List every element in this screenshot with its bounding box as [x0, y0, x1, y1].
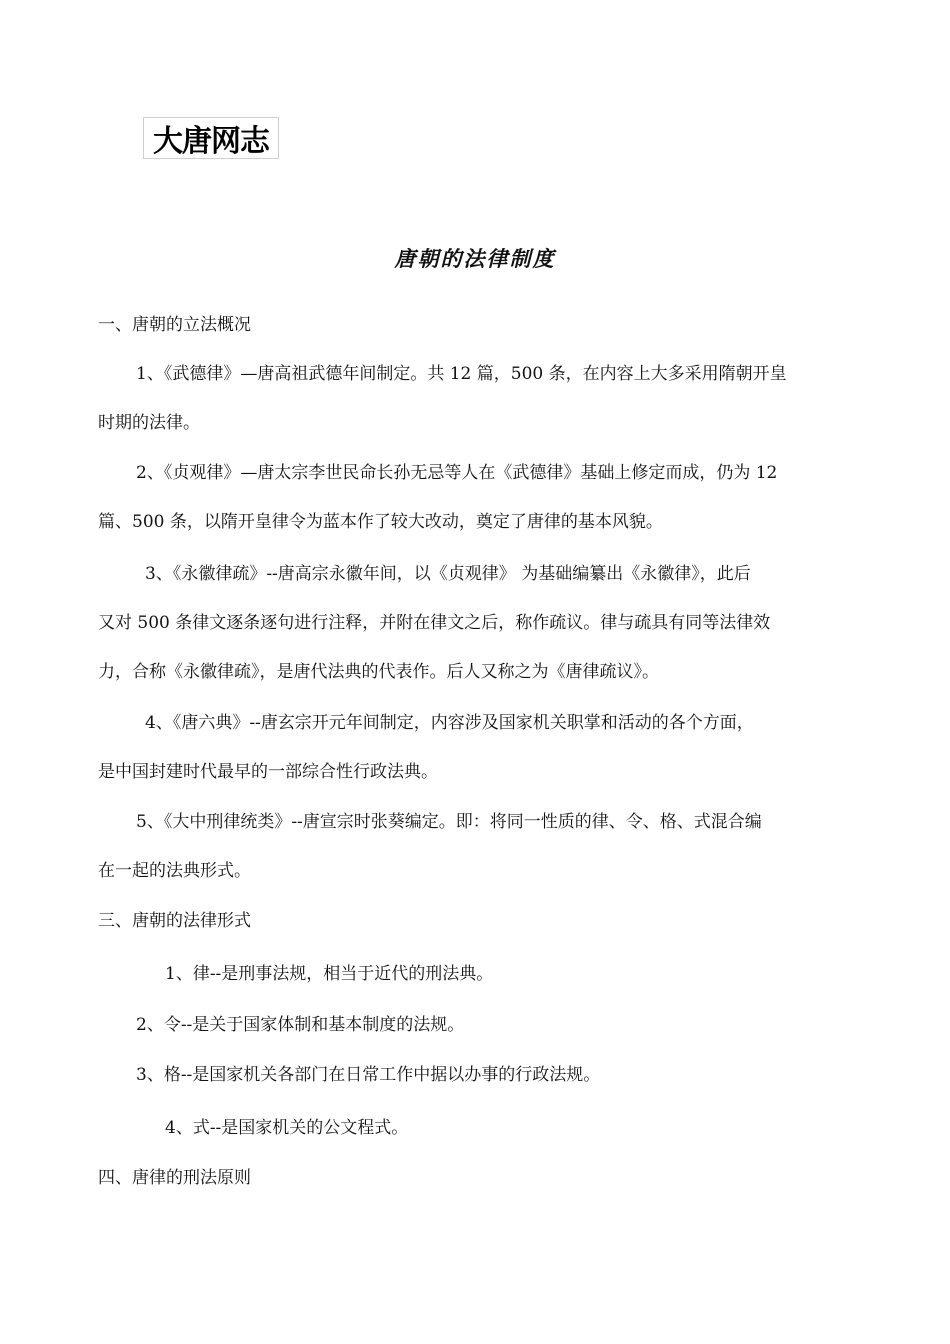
paragraph-line: 又对 500 条律文逐条逐句进行注释，并附在律文之后，称作疏议。律与疏具有同等法律效 — [98, 613, 771, 633]
paragraph-line: 5、《大中刑律统类》--唐宣宗时张葵编定。即：将同一性质的律、令、格、式混合编 — [136, 812, 762, 832]
section-heading-1: 一、唐朝的立法概况 — [98, 315, 251, 335]
page-title: 唐朝的法律制度 — [394, 247, 556, 271]
list-item: 1、律--是刑事法规，相当于近代的刑法典。 — [165, 964, 494, 984]
paragraph-line: 力，合称《永徽律疏》，是唐代法典的代表作。后人又称之为《唐律疏议》。 — [98, 662, 659, 682]
paragraph-line: 2、《贞观律》—唐太宗李世民命长孙无忌等人在《武德律》基础上修定而成，仍为 12 — [136, 463, 778, 483]
logo: 大唐网志 — [143, 117, 279, 159]
paragraph-line: 在一起的法典形式。 — [98, 861, 251, 881]
section-heading-3: 三、唐朝的法律形式 — [98, 911, 251, 931]
paragraph-line: 4、《唐六典》--唐玄宗开元年间制定，内容涉及国家机关职掌和活动的各个方面， — [145, 713, 754, 733]
paragraph-line: 3、《永徽律疏》--唐高宗永徽年间，以《贞观律》 为基础编纂出《永徽律》，此后 — [145, 564, 751, 584]
paragraph-line: 1、《武德律》—唐高祖武德年间制定。共 12 篇，500 条，在内容上大多采用隋朝开皇 — [136, 364, 787, 384]
list-item: 3、格--是国家机关各部门在日常工作中据以办事的行政法规。 — [136, 1065, 601, 1085]
section-heading-4: 四、唐律的刑法原则 — [98, 1168, 251, 1188]
paragraph-line: 时期的法律。 — [98, 413, 200, 433]
paragraph-line: 篇、500 条，以隋开皇律令为蓝本作了较大改动，奠定了唐律的基本风貌。 — [98, 512, 663, 532]
paragraph-line: 是中国封建时代最早的一部综合性行政法典。 — [98, 762, 438, 782]
list-item: 4、式--是国家机关的公文程式。 — [165, 1118, 409, 1138]
list-item: 2、令--是关于国家体制和基本制度的法规。 — [136, 1015, 465, 1035]
